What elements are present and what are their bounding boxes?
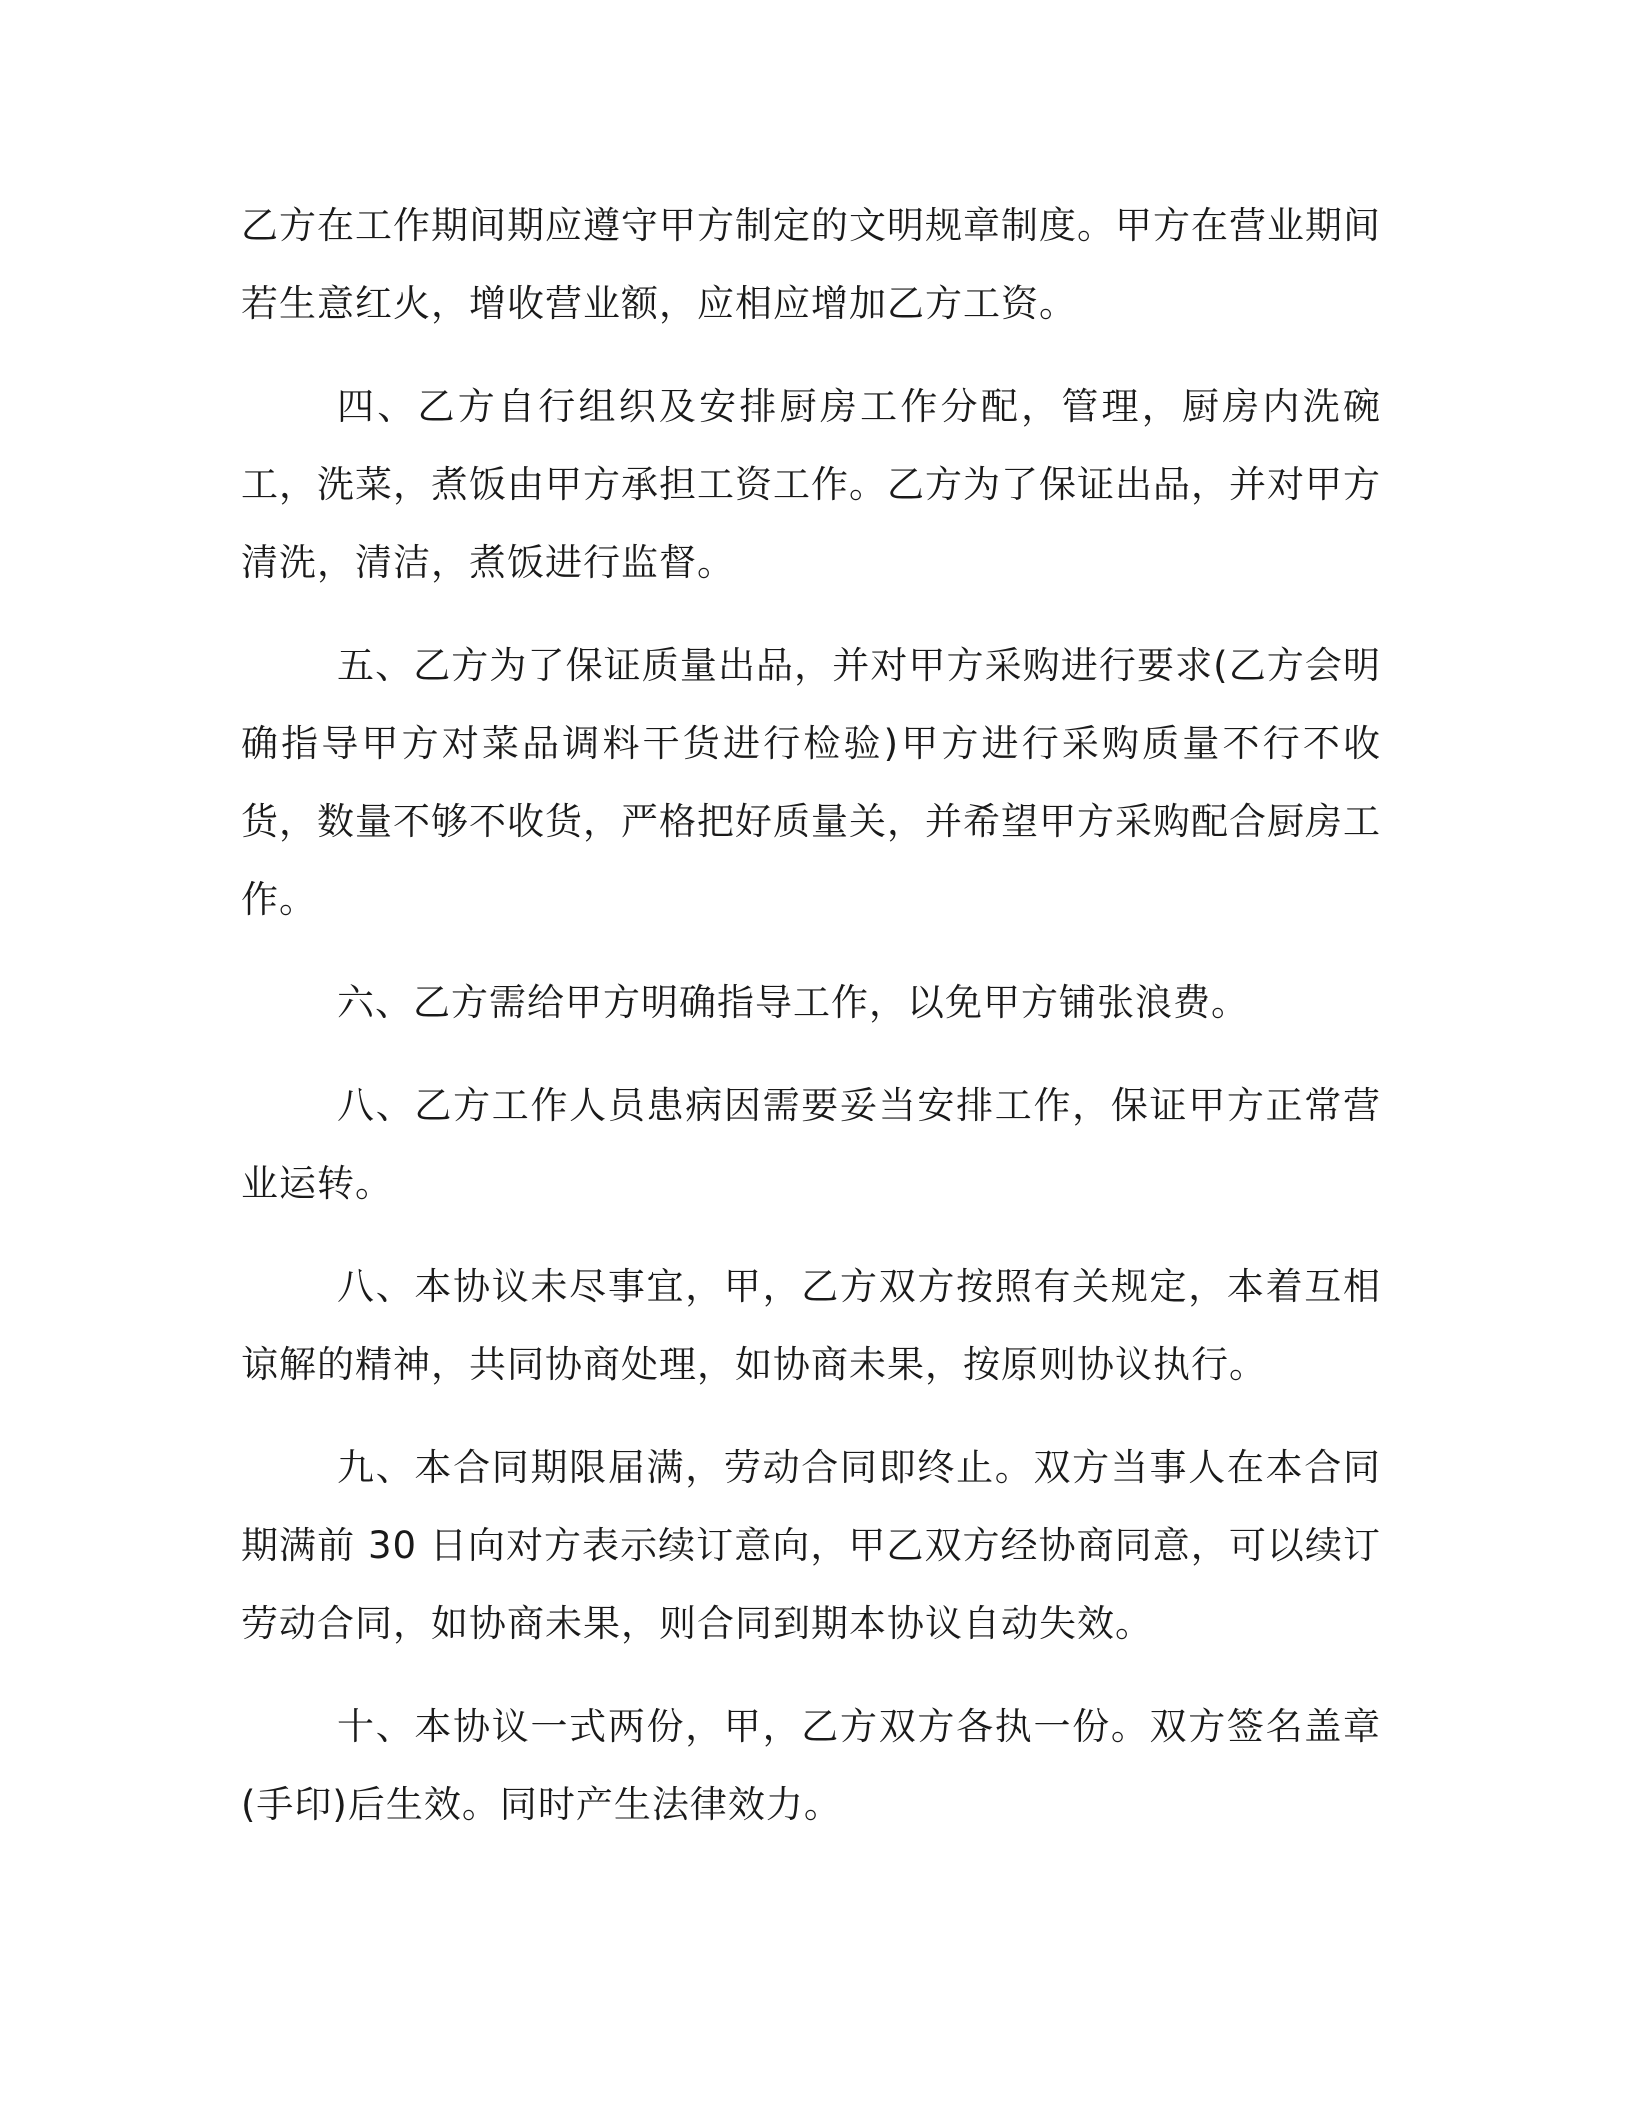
paragraph-clause-5: 五、乙方为了保证质量出品，并对甲方采购进行要求(乙方会明确指导甲方对菜品调料干货进行检验)甲方进行采购质量不行不收货，数量不够不收货，严格把好质量关，并希望甲方采购配合厨房工作。 xyxy=(241,644,1381,921)
paragraph-clause-8b: 八、本协议未尽事宜，甲，乙方双方按照有关规定，本着互相谅解的精神，共同协商处理，如协商未果，按原则协议执行。 xyxy=(241,1265,1381,1386)
paragraph-clause-6: 六、乙方需给甲方明确指导工作，以免甲方铺张浪费。 xyxy=(337,981,1249,1024)
document-body xyxy=(241,187,1381,1869)
paragraph-clause-4: 四、乙方自行组织及安排厨房工作分配，管理，厨房内洗碗工，洗菜，煮饭由甲方承担工资工作。乙方为了保证出品，并对甲方清洗，清洁，煮饭进行监督。 xyxy=(241,385,1381,584)
paragraph-work-rules: 乙方在工作期间期应遵守甲方制定的文明规章制度。甲方在营业期间若生意红火，增收营业额，应相应增加乙方工资。 xyxy=(241,204,1381,325)
paragraph-clause-9: 九、本合同期限届满，劳动合同即终止。双方当事人在本合同期满前 30 日向对方表示续订意向，甲乙双方经协商同意，可以续订劳动合同，如协商未果，则合同到期本协议自动失效。 xyxy=(241,1446,1381,1645)
paragraph-clause-10: 十、本协议一式两份，甲，乙方双方各执一份。双方签名盖章(手印)后生效。同时产生法律效力。 xyxy=(241,1705,1381,1826)
paragraph-clause-8a: 八、乙方工作人员患病因需要妥当安排工作，保证甲方正常营业运转。 xyxy=(241,1084,1381,1205)
